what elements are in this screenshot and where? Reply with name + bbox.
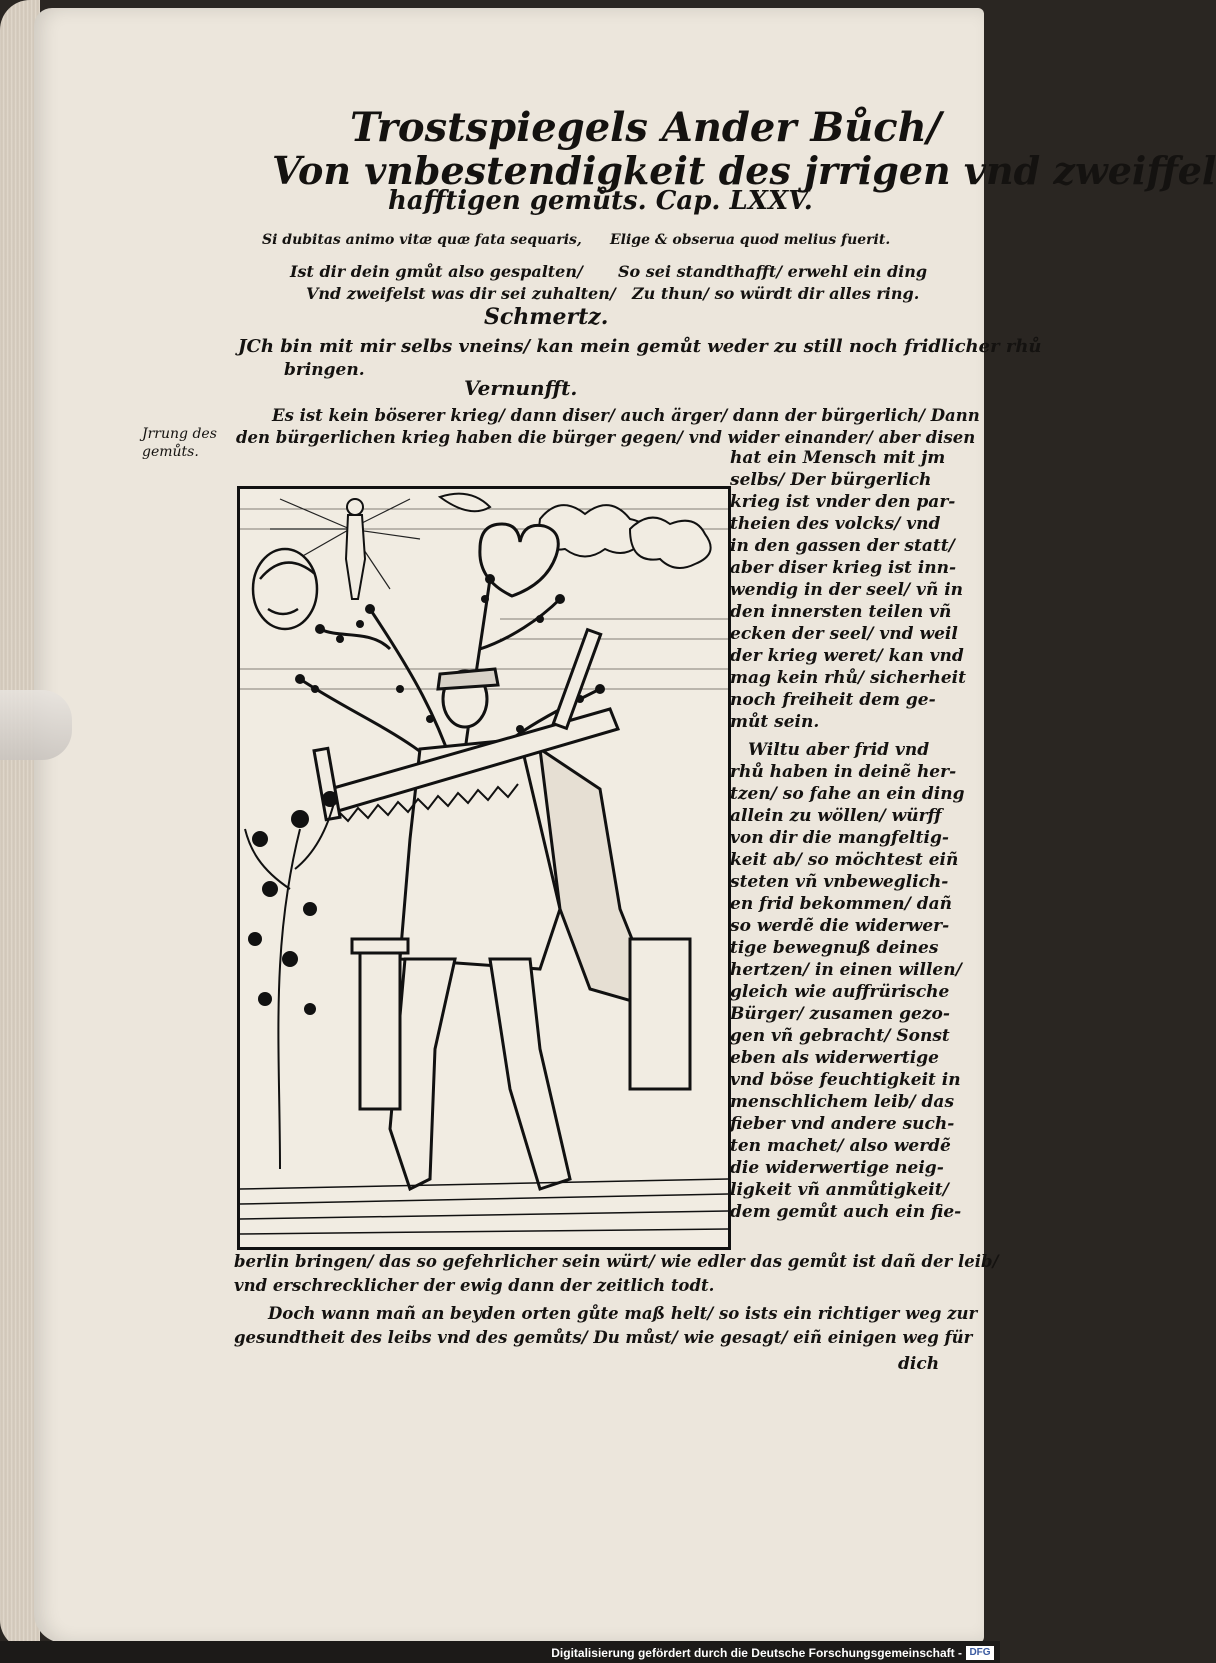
column-line: ligkeit vñ anmůtigkeit/ (730, 1180, 949, 1200)
verse-left-line-1: Ist dir dein gmůt also gespalten/ (290, 262, 583, 281)
column-line: rhů haben in deinẽ her- (730, 762, 957, 782)
column-line: von dir die mangfeltig- (730, 828, 949, 848)
sky-figure (346, 499, 365, 599)
pain-text-line-1: JCh bin mit mir selbs vneins/ kan mein gemůt weder zu still noch fridlicher rhů (238, 336, 1042, 357)
column-line: keit ab/ so möchtest eiñ (730, 850, 959, 870)
column-line: hertzen/ in einen willen/ (730, 960, 962, 980)
margin-note-line-2: gemůts. (142, 444, 199, 460)
column-line: selbs/ Der bürgerlich (730, 470, 932, 490)
woodcut-drawing (240, 489, 728, 1247)
verse-right-line-2: Zu thun/ so würdt dir alles ring. (632, 284, 920, 303)
verse-right-line-1: So sei standthafft/ erwehl ein ding (618, 262, 928, 281)
column-line: en frid bekommen/ dañ (730, 894, 952, 914)
chapter-title-line-3: hafftigen gemůts. Cap. LXXV. (388, 186, 813, 216)
column-line: ecken der seel/ vnd weil (730, 624, 958, 644)
reason-text-line-2: den bürgerlichen krieg haben die bürger gegen/ vnd wider einander/ aber disen (236, 428, 976, 447)
column-line: hat ein Mensch mit jm (730, 448, 946, 468)
column-line: aber diser krieg ist inn- (730, 558, 957, 578)
woodcut-illustration (237, 486, 731, 1250)
column-line: fieber vnd andere such- (730, 1114, 955, 1134)
speaker-vernunfft: Vernunfft. (464, 376, 578, 400)
column-line: mag kein rhů/ sicherheit (730, 668, 966, 688)
column-line: eben als widerwertige (730, 1048, 939, 1068)
ground-hatching (240, 1179, 728, 1234)
column-line: ten machet/ also werdẽ (730, 1136, 951, 1156)
bottom-text-line-2: vnd erschrecklicher der ewig dann der zeitlich todt. (234, 1276, 715, 1295)
column-line: die widerwertige neig- (730, 1158, 944, 1178)
footer-bar (0, 1641, 1000, 1663)
column-line: theien des volcks/ vnd (730, 514, 941, 534)
column-line: tige bewegnuß deines (730, 938, 939, 958)
latin-verse-left: Si dubitas animo vitæ quæ fata sequaris, (262, 232, 582, 248)
column-line: krieg ist vnder den par- (730, 492, 956, 512)
pain-text-line-2: bringen. (284, 360, 365, 380)
column-line: der krieg weret/ kan vnd (730, 646, 964, 666)
column-line: gen vñ gebracht/ Sonst (730, 1026, 950, 1046)
chapter-title-line-1: Trostspiegels Ander Bůch/ (350, 104, 942, 151)
chapter-title-line-2: Von vnbestendigkeit des jrrigen vnd zweiffel (272, 148, 1216, 193)
column-line: Wiltu aber frid vnd (748, 740, 930, 760)
column-line: steten vñ vnbeweglich- (730, 872, 949, 892)
page-clip (0, 690, 72, 760)
column-line: gleich wie auffrürische (730, 982, 950, 1002)
column-line: můt sein. (730, 712, 820, 732)
bottom-text-line-3: Doch wann mañ an beyden orten gůte maß helt/ so ists ein richtiger weg zur (268, 1304, 978, 1323)
left-tree (245, 799, 335, 1169)
verse-left-line-2: Vnd zweifelst was dir sei zuhalten/ (306, 284, 616, 303)
column-line: Bürger/ zusamen gezo- (730, 1004, 950, 1024)
latin-verse-right: Elige & obserua quod melius fuerit. (610, 232, 891, 248)
heart-shape (480, 524, 558, 596)
column-line: menschlichem leib/ das (730, 1092, 955, 1112)
column-line: so werdẽ die widerwer- (730, 916, 950, 936)
column-line: dem gemůt auch ein fie- (730, 1202, 962, 1222)
margin-note-line-1: Jrrung des (142, 426, 217, 442)
column-line: noch freiheit dem ge- (730, 690, 936, 710)
column-line: den innersten teilen vñ (730, 602, 952, 622)
column-line: allein zu wöllen/ würff (730, 806, 942, 826)
dfg-logo-icon: DFG (966, 1646, 994, 1660)
speaker-schmertz: Schmertz. (484, 304, 609, 330)
catchword: dich (898, 1354, 940, 1374)
column-line: tzen/ so fahe an ein ding (730, 784, 965, 804)
column-line: vnd böse feuchtigkeit in (730, 1070, 961, 1090)
column-line: in den gassen der statt/ (730, 536, 955, 556)
left-tree-leaves (248, 791, 338, 1015)
reason-text-line-1: Es ist kein böserer krieg/ dann diser/ auch ärger/ dann der bürgerlich/ Dann (272, 406, 980, 425)
head-at-left (253, 549, 317, 629)
column-line: wendig in der seel/ vñ in (730, 580, 964, 600)
bottom-text-line-4: gesundtheit des leibs vnd des gemůts/ Du můst/ wie gesagt/ eiñ einigen weg für (234, 1328, 973, 1347)
footer-credit: Digitalisierung gefördert durch die Deutsche Forschungsgemeinschaft - (551, 1646, 962, 1660)
bottom-text-line-1: berlin bringen/ das so gefehrlicher sein würt/ wie edler das gemůt ist dañ der leib/ (234, 1252, 999, 1271)
